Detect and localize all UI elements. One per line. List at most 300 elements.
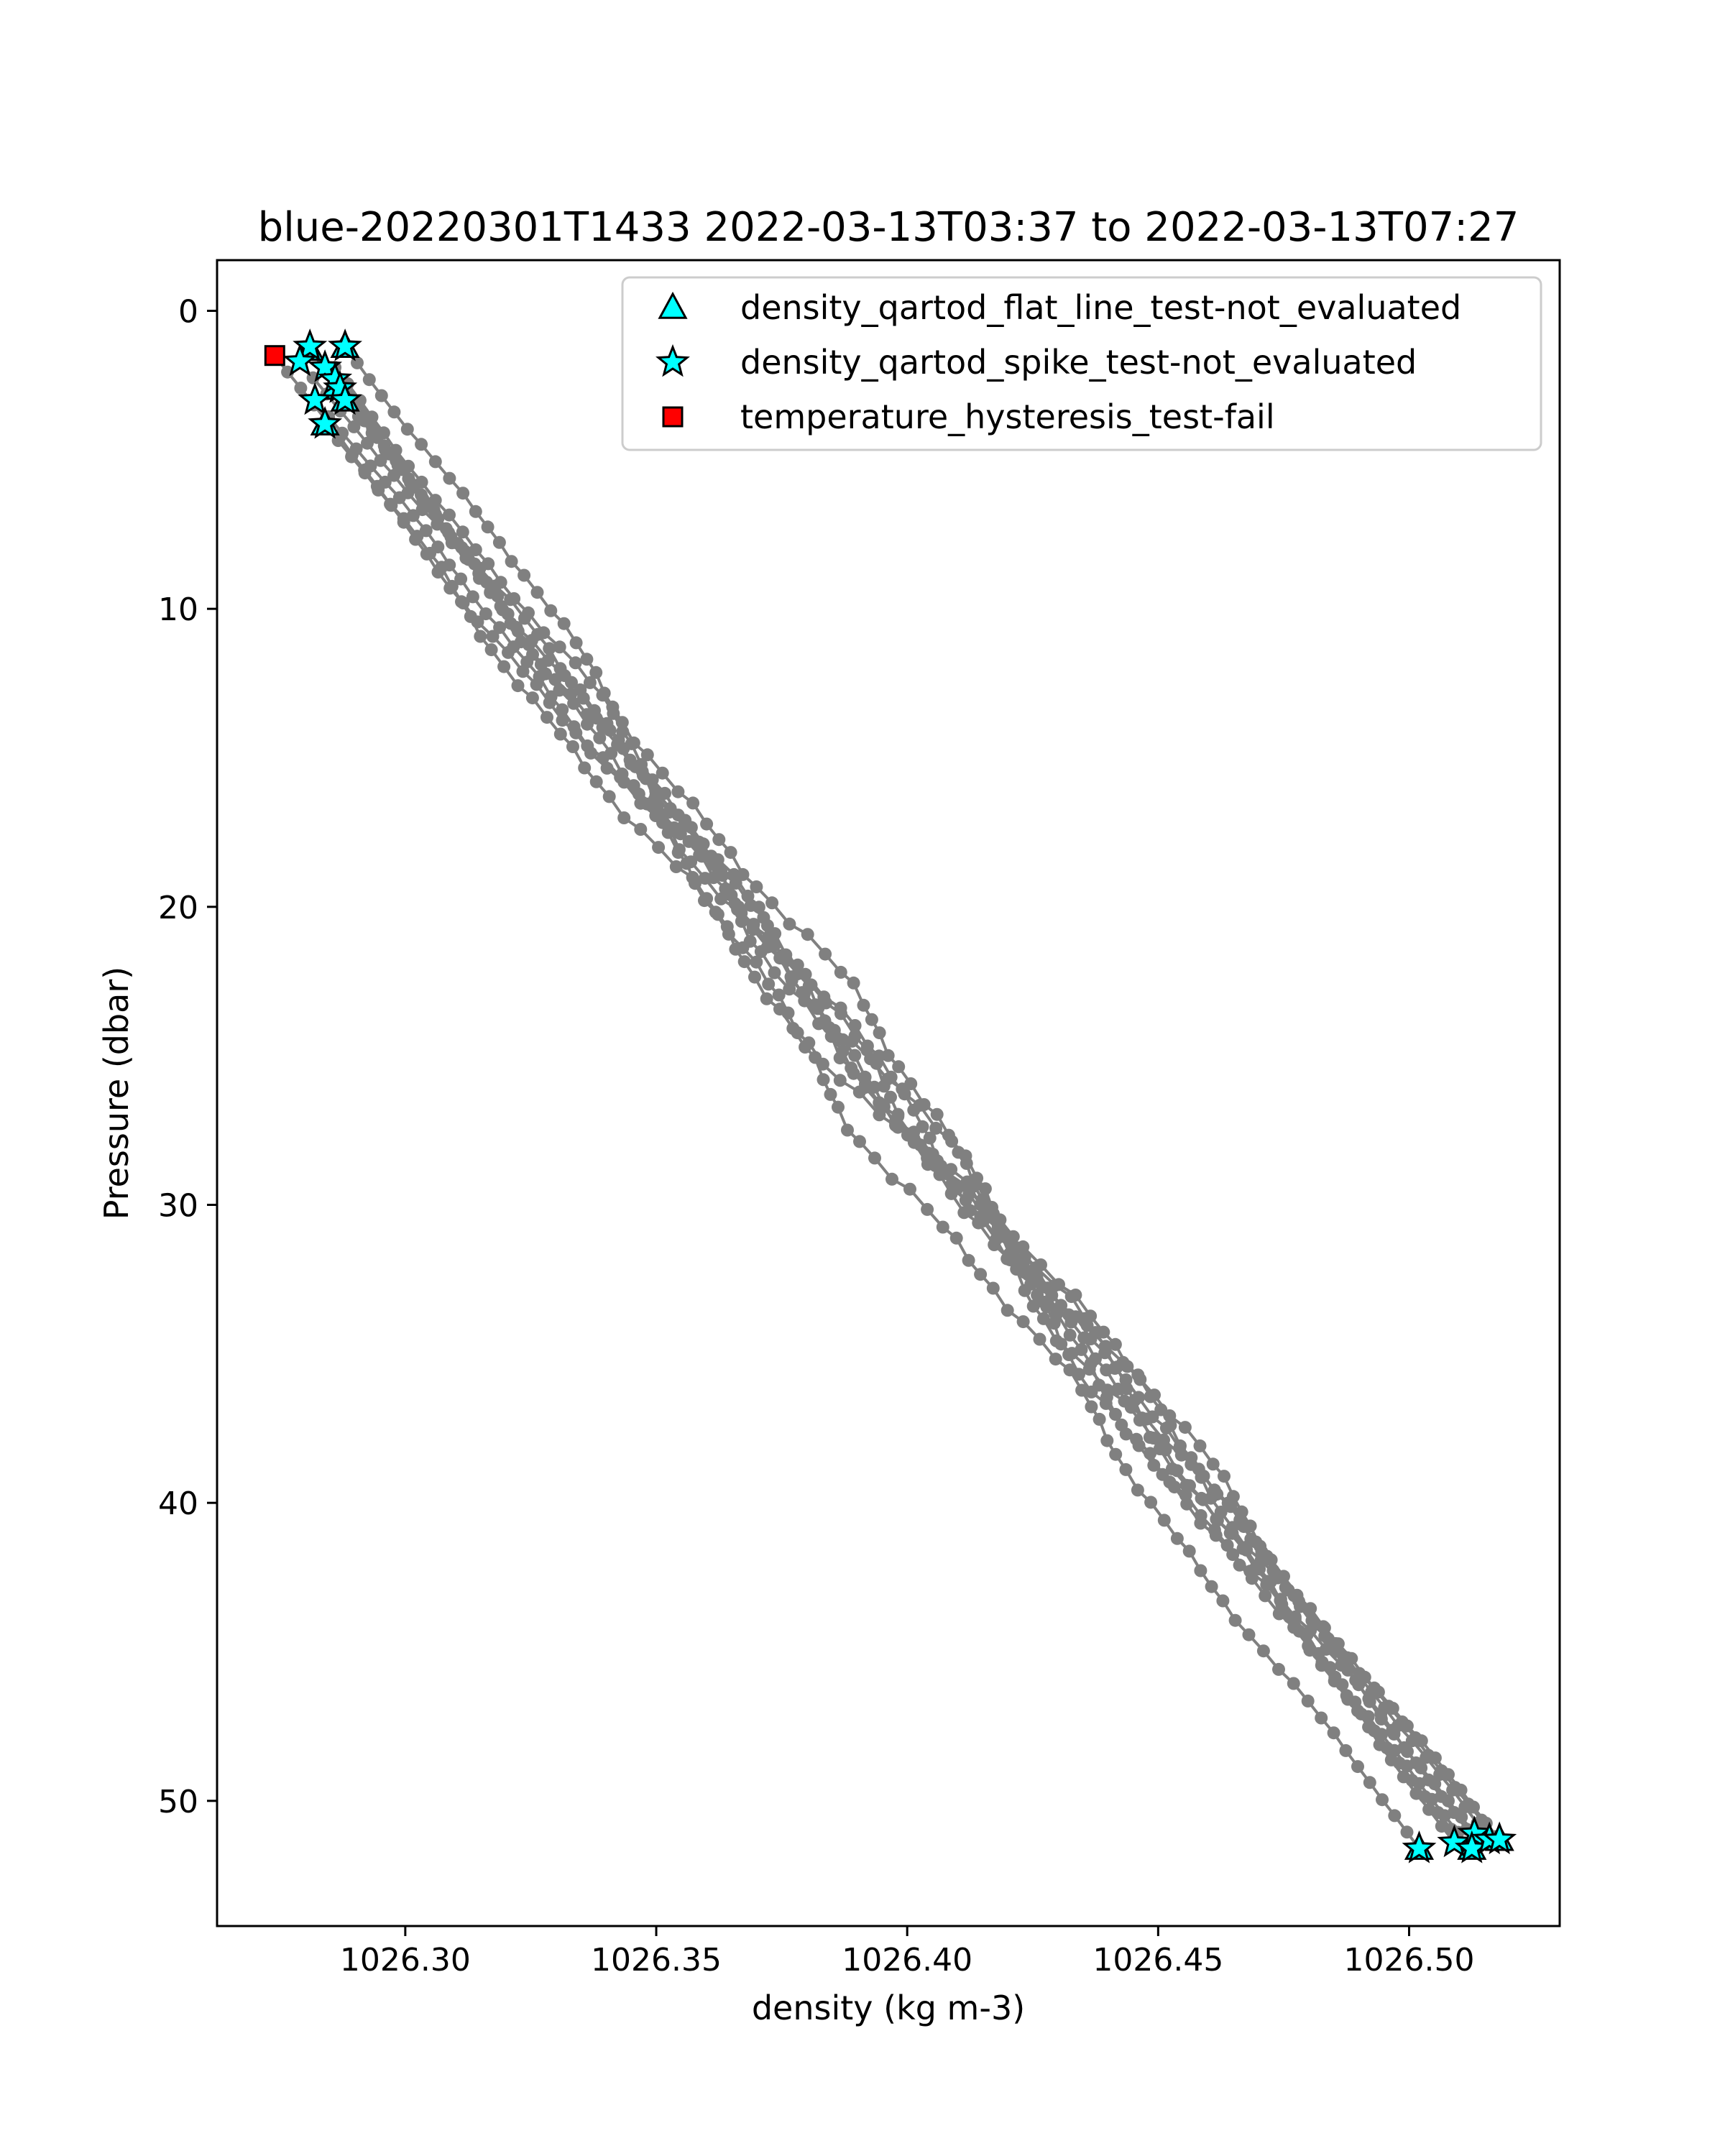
x-tick-label: 1026.40: [842, 1942, 973, 1978]
profile-point: [960, 1157, 973, 1170]
profile-point: [738, 955, 751, 968]
profile-point: [1210, 1488, 1223, 1501]
profile-point: [558, 617, 571, 630]
profile-point: [849, 1030, 862, 1043]
profile-point: [712, 833, 725, 846]
profile-point: [1144, 1390, 1157, 1403]
profile-point: [765, 896, 778, 909]
profile-point: [359, 466, 372, 479]
profile-point: [921, 1151, 934, 1164]
square-marker: [265, 346, 284, 365]
x-tick-label: 1026.45: [1092, 1942, 1224, 1978]
profile-point: [700, 818, 713, 831]
profile-point: [1121, 1382, 1133, 1395]
profile-point: [523, 638, 535, 651]
profile-point: [641, 748, 654, 761]
profile-point: [420, 524, 433, 537]
profile-point: [1418, 1790, 1431, 1803]
profile-point: [974, 1268, 987, 1281]
profile-point: [886, 1173, 898, 1186]
profile-point: [1293, 1625, 1306, 1638]
profile-point: [1110, 1360, 1123, 1373]
profile-point: [891, 1108, 904, 1121]
profile-point: [791, 959, 804, 972]
profile-point: [502, 646, 515, 659]
profile-point: [1335, 1659, 1348, 1672]
profile-point: [709, 906, 722, 918]
profile-point: [724, 846, 737, 859]
profile-point: [1224, 1526, 1237, 1539]
profile-point: [760, 992, 773, 1005]
profile-point: [1289, 1611, 1302, 1623]
profile-point: [671, 786, 684, 798]
profile-point: [903, 1129, 916, 1142]
profile-point: [1224, 1500, 1237, 1513]
profile-point: [868, 1081, 881, 1094]
profile-point: [853, 1135, 866, 1148]
profile-point: [1017, 1315, 1030, 1328]
profile-point: [616, 716, 629, 729]
profile-point: [598, 687, 611, 700]
profile-point: [512, 625, 525, 637]
profile-point: [1205, 1580, 1218, 1593]
profile-point: [1388, 1809, 1401, 1822]
profile-point: [747, 923, 760, 936]
profile-point: [1101, 1383, 1114, 1396]
profile-point: [1183, 1544, 1196, 1557]
profile-point: [873, 1026, 886, 1039]
profile-point: [1374, 1708, 1387, 1720]
profile-point: [1432, 1806, 1445, 1819]
profile-point: [845, 1061, 857, 1074]
profile-point: [627, 779, 640, 792]
profile-point: [443, 509, 456, 522]
profile-point: [1303, 1644, 1316, 1657]
profile-point: [1041, 1281, 1054, 1294]
profile-point: [502, 607, 515, 620]
profile-point: [1274, 1593, 1287, 1606]
profile-point: [432, 566, 445, 579]
profile-point: [1315, 1712, 1328, 1725]
profile-point: [454, 573, 467, 586]
profile-point: [694, 839, 707, 852]
profile-point: [785, 970, 798, 983]
profile-point: [443, 472, 456, 485]
profile-point: [517, 665, 530, 678]
profile-point: [714, 893, 727, 906]
profile-point: [1406, 1774, 1419, 1787]
profile-point: [1272, 1663, 1285, 1676]
profile-point: [796, 986, 809, 999]
profile-point: [1194, 1439, 1207, 1452]
profile-point: [834, 1007, 847, 1020]
profile-point: [896, 1082, 908, 1095]
profile-point: [940, 1166, 953, 1179]
profile-point: [584, 747, 597, 760]
profile-point: [1339, 1744, 1352, 1757]
profile-point: [882, 1049, 895, 1062]
profile-point: [625, 757, 638, 770]
x-tick-label: 1026.35: [591, 1942, 722, 1978]
profile-point: [456, 487, 469, 499]
profile-point: [1040, 1301, 1053, 1314]
legend: [622, 277, 1541, 450]
profile-point: [699, 872, 712, 885]
profile-point: [415, 438, 428, 451]
profile-point: [1168, 1480, 1181, 1493]
profile-point: [817, 1073, 830, 1086]
y-tick-label: 0: [178, 293, 198, 331]
profile-point: [531, 586, 544, 599]
profile-point: [762, 977, 775, 990]
profile-point: [1131, 1483, 1144, 1496]
profile-point: [1184, 1451, 1197, 1464]
profile-point: [578, 762, 591, 775]
profile-point: [1257, 1644, 1270, 1657]
profile-point: [1018, 1284, 1031, 1297]
profile-point: [611, 738, 624, 751]
profile-point: [1194, 1517, 1207, 1530]
profile-point: [907, 1104, 920, 1117]
profile-point: [1054, 1299, 1067, 1312]
x-tick-label: 1026.30: [339, 1942, 471, 1978]
profile-point: [834, 1051, 847, 1064]
profile-point: [606, 701, 619, 714]
profile-point: [870, 1057, 883, 1070]
profile-point: [1351, 1760, 1364, 1773]
profile-point: [518, 612, 531, 625]
profile-point: [1034, 1333, 1046, 1346]
profile-point: [1197, 1470, 1210, 1483]
profile-point: [420, 548, 433, 561]
profile-point: [1093, 1413, 1106, 1426]
profile-point: [431, 540, 444, 553]
profile-point: [597, 721, 610, 734]
profile-point: [401, 423, 414, 436]
profile-point: [1171, 1532, 1184, 1545]
profile-point: [823, 1021, 836, 1034]
profile-point: [801, 928, 814, 941]
profile-point: [868, 1151, 881, 1164]
legend-entry-label: density_qartod_flat_line_test-not_evaluated: [740, 288, 1462, 327]
profile-point: [1243, 1628, 1256, 1641]
profile-point: [1085, 1386, 1098, 1399]
profile-point: [783, 918, 796, 931]
profile-point: [544, 604, 557, 617]
profile-point: [526, 691, 539, 704]
profile-point: [1422, 1749, 1435, 1761]
profile-point: [678, 818, 691, 831]
profile-point: [482, 520, 494, 533]
profile-point: [1302, 1695, 1315, 1708]
profile-point: [950, 1232, 963, 1245]
profile-point: [387, 405, 400, 418]
profile-point: [782, 1007, 795, 1020]
profile-point: [1083, 1363, 1096, 1376]
profile-point: [663, 806, 676, 819]
profile-point: [832, 1101, 845, 1114]
profile-point: [535, 658, 548, 671]
profile-point: [841, 1124, 854, 1137]
x-axis-label: density (kg m-3): [751, 1989, 1026, 2027]
profile-point: [1435, 1764, 1448, 1777]
profile-point: [1158, 1514, 1171, 1526]
profile-point: [837, 1033, 850, 1046]
profile-point: [456, 525, 469, 538]
profile-point: [487, 630, 500, 643]
profile-point: [485, 643, 498, 656]
profile-point: [942, 1129, 955, 1142]
profile-point: [1131, 1368, 1144, 1381]
profile-point: [776, 949, 788, 962]
profile-point: [993, 1213, 1006, 1226]
profile-point: [1144, 1431, 1156, 1444]
profile-point: [1119, 1463, 1132, 1476]
profile-point: [554, 662, 567, 675]
profile-point: [1462, 1797, 1475, 1810]
legend-square-marker: [663, 407, 682, 426]
profile-point: [474, 630, 487, 643]
profile-point: [442, 526, 455, 539]
profile-point: [616, 768, 629, 780]
profile-point: [1130, 1433, 1143, 1446]
profile-point: [1166, 1462, 1179, 1475]
profile-point: [1154, 1442, 1167, 1455]
profile-point: [834, 966, 847, 979]
profile-point: [1000, 1253, 1013, 1266]
profile-point: [1085, 1332, 1098, 1345]
profile-point: [345, 451, 358, 464]
profile-point: [512, 679, 525, 692]
profile-point: [1249, 1536, 1262, 1549]
profile-point: [1179, 1421, 1192, 1434]
profile-point: [1070, 1310, 1082, 1323]
profile-point: [686, 796, 699, 809]
profile-point: [518, 569, 530, 582]
profile-point: [1210, 1513, 1223, 1526]
profile-point: [385, 499, 397, 512]
profile-point: [570, 636, 583, 649]
profile-point: [543, 696, 556, 709]
profile-point: [652, 841, 665, 854]
profile-point: [1287, 1677, 1300, 1690]
profile-point: [1238, 1520, 1251, 1533]
profile-point: [1115, 1419, 1128, 1432]
profile-point: [581, 708, 594, 721]
profile-point: [673, 843, 686, 856]
profile-point: [1363, 1776, 1376, 1789]
profile-point: [1409, 1756, 1422, 1769]
profile-point: [1136, 1411, 1149, 1424]
profile-point: [493, 536, 506, 549]
profile-point: [892, 1060, 905, 1073]
profile-point: [889, 1119, 902, 1132]
x-tick-label: 1026.50: [1343, 1942, 1475, 1978]
profile-point: [443, 581, 456, 594]
profile-point: [480, 576, 493, 589]
profile-point: [1328, 1674, 1341, 1687]
profile-point: [857, 999, 870, 1012]
profile-point: [736, 941, 749, 954]
profile-point: [650, 789, 663, 802]
profile-point: [1362, 1692, 1375, 1705]
profile-point: [569, 656, 582, 669]
profile-point: [1386, 1724, 1399, 1737]
profile-point: [1393, 1756, 1406, 1769]
profile-point: [802, 1036, 815, 1049]
profile-point: [634, 823, 647, 836]
profile-point: [1448, 1806, 1460, 1819]
profile-point: [1174, 1439, 1187, 1452]
profile-point: [564, 688, 577, 701]
profile-point: [921, 1203, 934, 1216]
y-tick-label: 10: [158, 591, 198, 629]
profile-point: [1100, 1397, 1113, 1410]
profile-point: [753, 900, 765, 913]
profile-point: [727, 868, 740, 881]
profile-point: [1085, 1401, 1098, 1414]
profile-point: [294, 382, 307, 395]
profile-point: [397, 516, 410, 529]
profile-point: [834, 1074, 847, 1087]
profile-point: [964, 1204, 977, 1217]
profile-point: [429, 508, 442, 521]
profile-point: [379, 443, 392, 456]
profile-point: [565, 676, 578, 689]
profile-point: [1397, 1741, 1410, 1754]
profile-point: [603, 790, 616, 803]
chart-title: blue-20220301T1433 2022-03-13T03:37 to 2022-03-13T07:27: [257, 204, 1519, 251]
profile-point: [809, 998, 822, 1011]
profile-point: [816, 1058, 829, 1071]
profile-point: [1381, 1741, 1394, 1754]
profile-point: [1355, 1708, 1368, 1720]
profile-point: [742, 890, 755, 903]
profile-point: [1180, 1479, 1193, 1492]
profile-point: [531, 628, 544, 641]
profile-point: [848, 1049, 861, 1062]
profile-point: [1144, 1496, 1157, 1508]
profile-point: [722, 928, 735, 941]
profile-point: [952, 1146, 965, 1158]
profile-point: [937, 1221, 949, 1234]
profile-point: [601, 762, 614, 775]
profile-point: [556, 714, 569, 727]
profile-point: [392, 459, 405, 472]
profile-point: [768, 939, 781, 952]
profile-point: [1018, 1251, 1031, 1264]
profile-point: [637, 769, 650, 782]
profile-point: [375, 390, 388, 402]
profile-point: [860, 1044, 873, 1056]
profile-point: [1007, 1230, 1020, 1243]
profile-point: [1401, 1825, 1414, 1838]
profile-point: [916, 1120, 929, 1133]
profile-point: [819, 948, 832, 961]
profile-point: [791, 1026, 804, 1039]
legend-entry-label: density_qartod_spike_test-not_evaluated: [740, 343, 1417, 382]
profile-point: [768, 967, 781, 980]
profile-point: [1376, 1793, 1389, 1806]
profile-point: [1261, 1550, 1274, 1563]
profile-point: [1109, 1448, 1122, 1461]
profile-point: [1037, 1312, 1050, 1325]
y-tick-label: 40: [158, 1485, 198, 1523]
profile-point: [497, 660, 510, 673]
profile-point: [469, 505, 482, 518]
profile-point: [1049, 1353, 1062, 1365]
profile-point: [1328, 1726, 1340, 1739]
profile-point: [543, 642, 556, 655]
profile-point: [773, 989, 786, 1002]
profile-point: [1195, 1492, 1208, 1505]
profile-point: [878, 1100, 891, 1113]
profile-point: [617, 811, 630, 824]
profile-point: [409, 533, 422, 546]
profile-point: [472, 615, 484, 628]
profile-point: [468, 558, 481, 571]
profile-point: [1216, 1595, 1229, 1608]
profile-point: [1448, 1781, 1461, 1794]
profile-point: [1001, 1304, 1014, 1317]
profile-point: [1180, 1498, 1193, 1511]
profile-point: [656, 767, 669, 780]
profile-point: [960, 1179, 972, 1192]
profile-point: [978, 1202, 991, 1215]
profile-point: [698, 894, 711, 907]
profile-point: [590, 775, 603, 788]
profile-point: [505, 555, 518, 568]
profile-point: [1027, 1300, 1040, 1313]
profile-point: [1249, 1562, 1262, 1575]
profile-point: [1065, 1290, 1078, 1303]
profile-point: [903, 1183, 916, 1196]
profile-point: [455, 541, 468, 554]
profile-point: [363, 373, 376, 386]
y-axis-label: Pressure (dbar): [97, 966, 136, 1220]
profile-point: [1341, 1693, 1354, 1706]
profile-point: [1050, 1335, 1063, 1348]
profile-point: [1194, 1565, 1207, 1577]
profile-point: [731, 903, 744, 916]
profile-point: [457, 596, 470, 609]
profile-point: [712, 853, 724, 866]
profile-point: [859, 1071, 872, 1084]
y-tick-label: 20: [158, 889, 198, 926]
profile-point: [1320, 1643, 1333, 1656]
profile-point: [491, 589, 504, 602]
profile-point: [1422, 1774, 1435, 1787]
y-tick-label: 50: [158, 1783, 198, 1820]
profile-point: [987, 1282, 1000, 1295]
profile-point: [569, 727, 582, 740]
profile-point: [1207, 1457, 1220, 1470]
profile-point: [1154, 1404, 1167, 1416]
profile-point: [554, 728, 567, 741]
profile-point: [1065, 1347, 1078, 1360]
profile-point: [865, 1013, 878, 1026]
profile-point: [1435, 1790, 1448, 1803]
profile-point: [847, 977, 860, 990]
profile-point: [1229, 1614, 1242, 1627]
profile-point: [1409, 1731, 1422, 1744]
profile-point: [1349, 1674, 1362, 1687]
profile-point: [761, 919, 774, 932]
profile-point: [1128, 1394, 1141, 1407]
profile-point: [443, 558, 456, 571]
profile-point: [580, 653, 593, 665]
profile-point: [931, 1108, 944, 1121]
